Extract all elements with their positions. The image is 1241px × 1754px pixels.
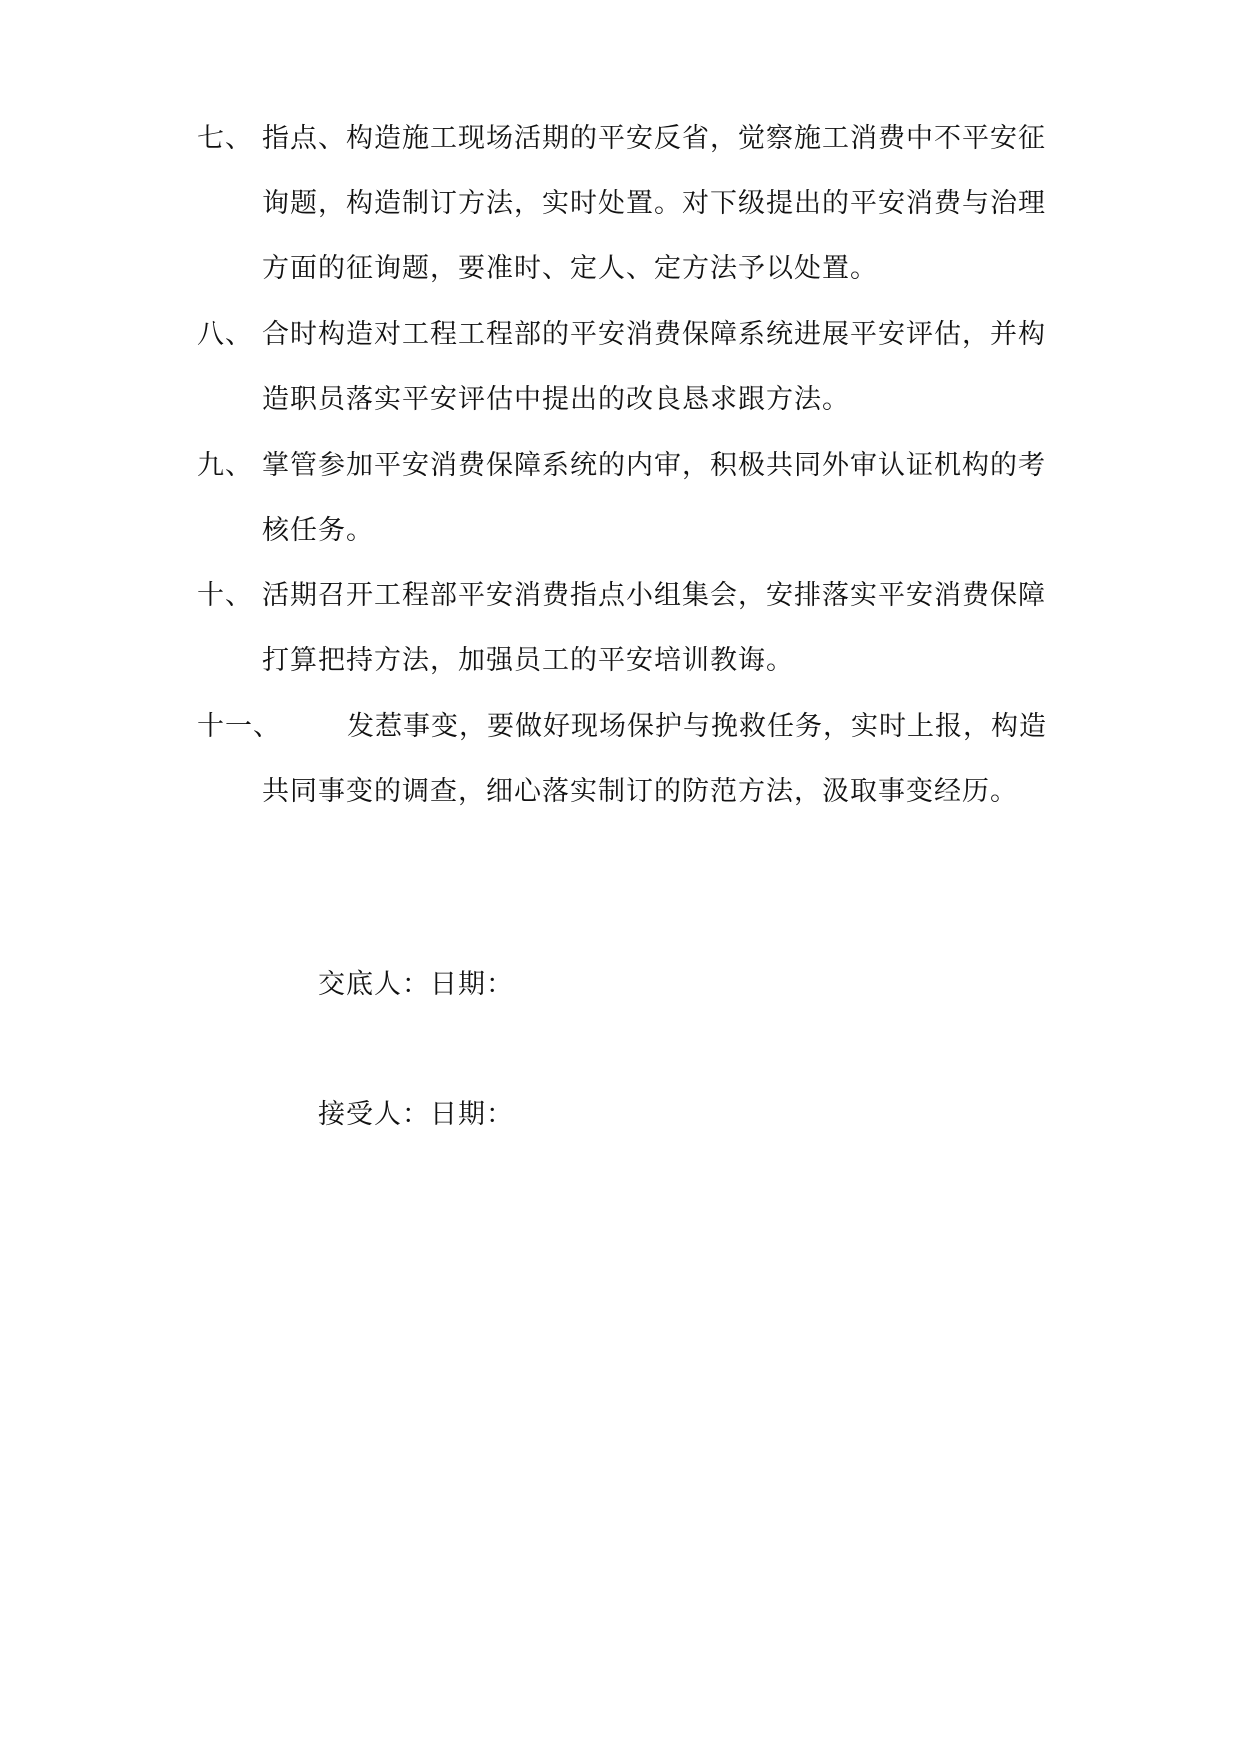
handover-signature-line: 交底人：日期： (318, 969, 514, 1000)
item-number: 九、 (197, 450, 253, 481)
item-number: 八、 (197, 319, 253, 350)
item-number: 七、 (197, 123, 253, 154)
item-text-line: 合时构造对工程工程部的平安消费保障系统进展平安评估，并构 (262, 319, 1046, 350)
item-text-line: 共同事变的调查，细心落实制订的防范方法，汲取事变经历。 (262, 776, 1018, 807)
item-text-line: 活期召开工程部平安消费指点小组集会，安排落实平安消费保障 (262, 580, 1046, 611)
item-text-line: 核任务。 (262, 515, 374, 546)
receiver-signature-line: 接受人：日期： (318, 1099, 514, 1130)
item-number: 十一、 (197, 711, 281, 742)
item-text-line: 造职员落实平安评估中提出的改良恳求跟方法。 (262, 384, 850, 415)
item-number: 十、 (197, 580, 253, 611)
item-text-line: 询题，构造制订方法，实时处置。对下级提出的平安消费与治理 (262, 188, 1046, 219)
item-text-line: 方面的征询题，要准时、定人、定方法予以处置。 (262, 253, 878, 284)
item-text-line: 打算把持方法，加强员工的平安培训教诲。 (262, 645, 794, 676)
item-text-line: 发惹事变，要做好现场保护与挽救任务，实时上报，构造 (347, 711, 1047, 742)
item-text-line: 掌管参加平安消费保障系统的内审，积极共同外审认证机构的考 (262, 450, 1046, 481)
item-text-line: 指点、构造施工现场活期的平安反省，觉察施工消费中不平安征 (262, 123, 1046, 154)
